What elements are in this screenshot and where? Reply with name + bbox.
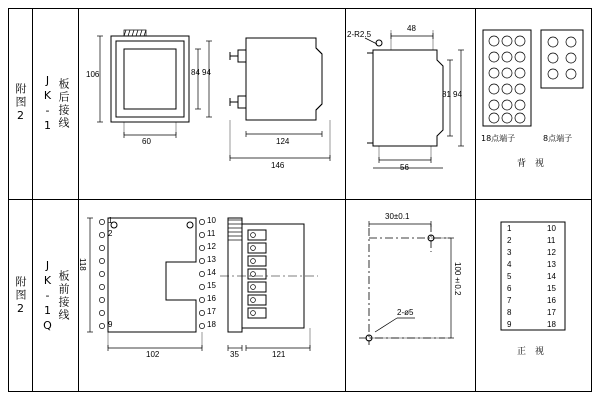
row1-model-desc: 板后接线 <box>57 77 70 130</box>
term-13: 13 <box>547 260 556 269</box>
front-num-12: 12 <box>207 242 216 251</box>
front-num-15: 15 <box>207 281 216 290</box>
row1-front-and-side-views <box>78 8 345 199</box>
row2-model-cell <box>32 200 78 392</box>
term-14: 14 <box>547 272 556 281</box>
front-num-2: 2 <box>108 229 113 238</box>
terminal-18-caption: 18点端子 <box>481 134 516 143</box>
row2-mounting-drawing <box>345 200 475 392</box>
front-num-16: 16 <box>207 294 216 303</box>
row1-model-cell <box>32 8 78 199</box>
front-num-1: 1 <box>108 216 113 225</box>
term-8: 8 <box>507 308 512 317</box>
term-3: 3 <box>507 248 512 257</box>
front-num-13: 13 <box>207 255 216 264</box>
rear-view-caption: 背 视 <box>517 159 545 169</box>
row2-model-name: JK-1Q <box>41 258 54 334</box>
row2-terminal-layout <box>475 200 592 392</box>
dim-102: 102 <box>146 350 160 359</box>
row2-figure-label <box>8 200 32 392</box>
row2-drawings <box>78 200 345 392</box>
dim-118: 118 <box>78 258 87 271</box>
row1-figure-label <box>8 8 32 199</box>
dim-60: 60 <box>142 137 151 146</box>
dim-124: 124 <box>276 137 290 146</box>
term-17: 17 <box>547 308 556 317</box>
term-5: 5 <box>507 272 512 281</box>
row2-model-desc: 板前接线 <box>57 270 70 322</box>
row1-terminal-layout <box>475 8 592 199</box>
term-18: 18 <box>547 320 556 329</box>
dim-35: 35 <box>230 350 239 359</box>
front-num-18: 18 <box>207 320 216 329</box>
dim-81: 81 <box>442 90 451 99</box>
row2-mounting-holes <box>345 200 475 392</box>
term-7: 7 <box>507 296 512 305</box>
dim-56: 56 <box>400 163 409 172</box>
front-num-17: 17 <box>207 307 216 316</box>
row2-terminal-drawing <box>475 200 592 392</box>
term-9: 9 <box>507 320 512 329</box>
dim-30: 30±0.1 <box>385 212 410 221</box>
row1-terminal-drawing <box>475 8 592 199</box>
term-1: 1 <box>507 224 512 233</box>
front-num-9: 9 <box>108 320 113 329</box>
term-4: 4 <box>507 260 512 269</box>
dim-holes: 2-ø5 <box>397 308 414 317</box>
dim-106: 106 <box>86 70 100 79</box>
term-11: 11 <box>547 236 556 245</box>
dim-48: 48 <box>407 24 416 33</box>
row1-panel-cutout <box>345 8 475 199</box>
dim-100: 100±0.2 <box>453 262 462 296</box>
front-num-11: 11 <box>207 229 216 238</box>
row1-figure-label-text: 附图2 <box>14 83 27 124</box>
dim-146: 146 <box>271 161 285 170</box>
dim-94: 94 <box>202 68 211 77</box>
dim-94b: 94 <box>453 90 462 99</box>
dim-121: 121 <box>272 350 286 359</box>
front-num-10: 10 <box>207 216 216 225</box>
term-16: 16 <box>547 296 556 305</box>
terminal-8-caption: 8点端子 <box>543 134 573 143</box>
row1-drawings <box>78 8 345 199</box>
dim-84: 84 <box>191 68 200 77</box>
front-view-caption: 正 视 <box>517 347 545 357</box>
term-15: 15 <box>547 284 556 293</box>
term-6: 6 <box>507 284 512 293</box>
row1-model-name: JK-1 <box>41 73 54 134</box>
term-10: 10 <box>547 224 556 233</box>
front-num-14: 14 <box>207 268 216 277</box>
row2-figure-label-text: 附图2 <box>14 275 27 317</box>
term-12: 12 <box>547 248 556 257</box>
term-2: 2 <box>507 236 512 245</box>
dim-radius: 2-R2.5 <box>347 30 372 39</box>
